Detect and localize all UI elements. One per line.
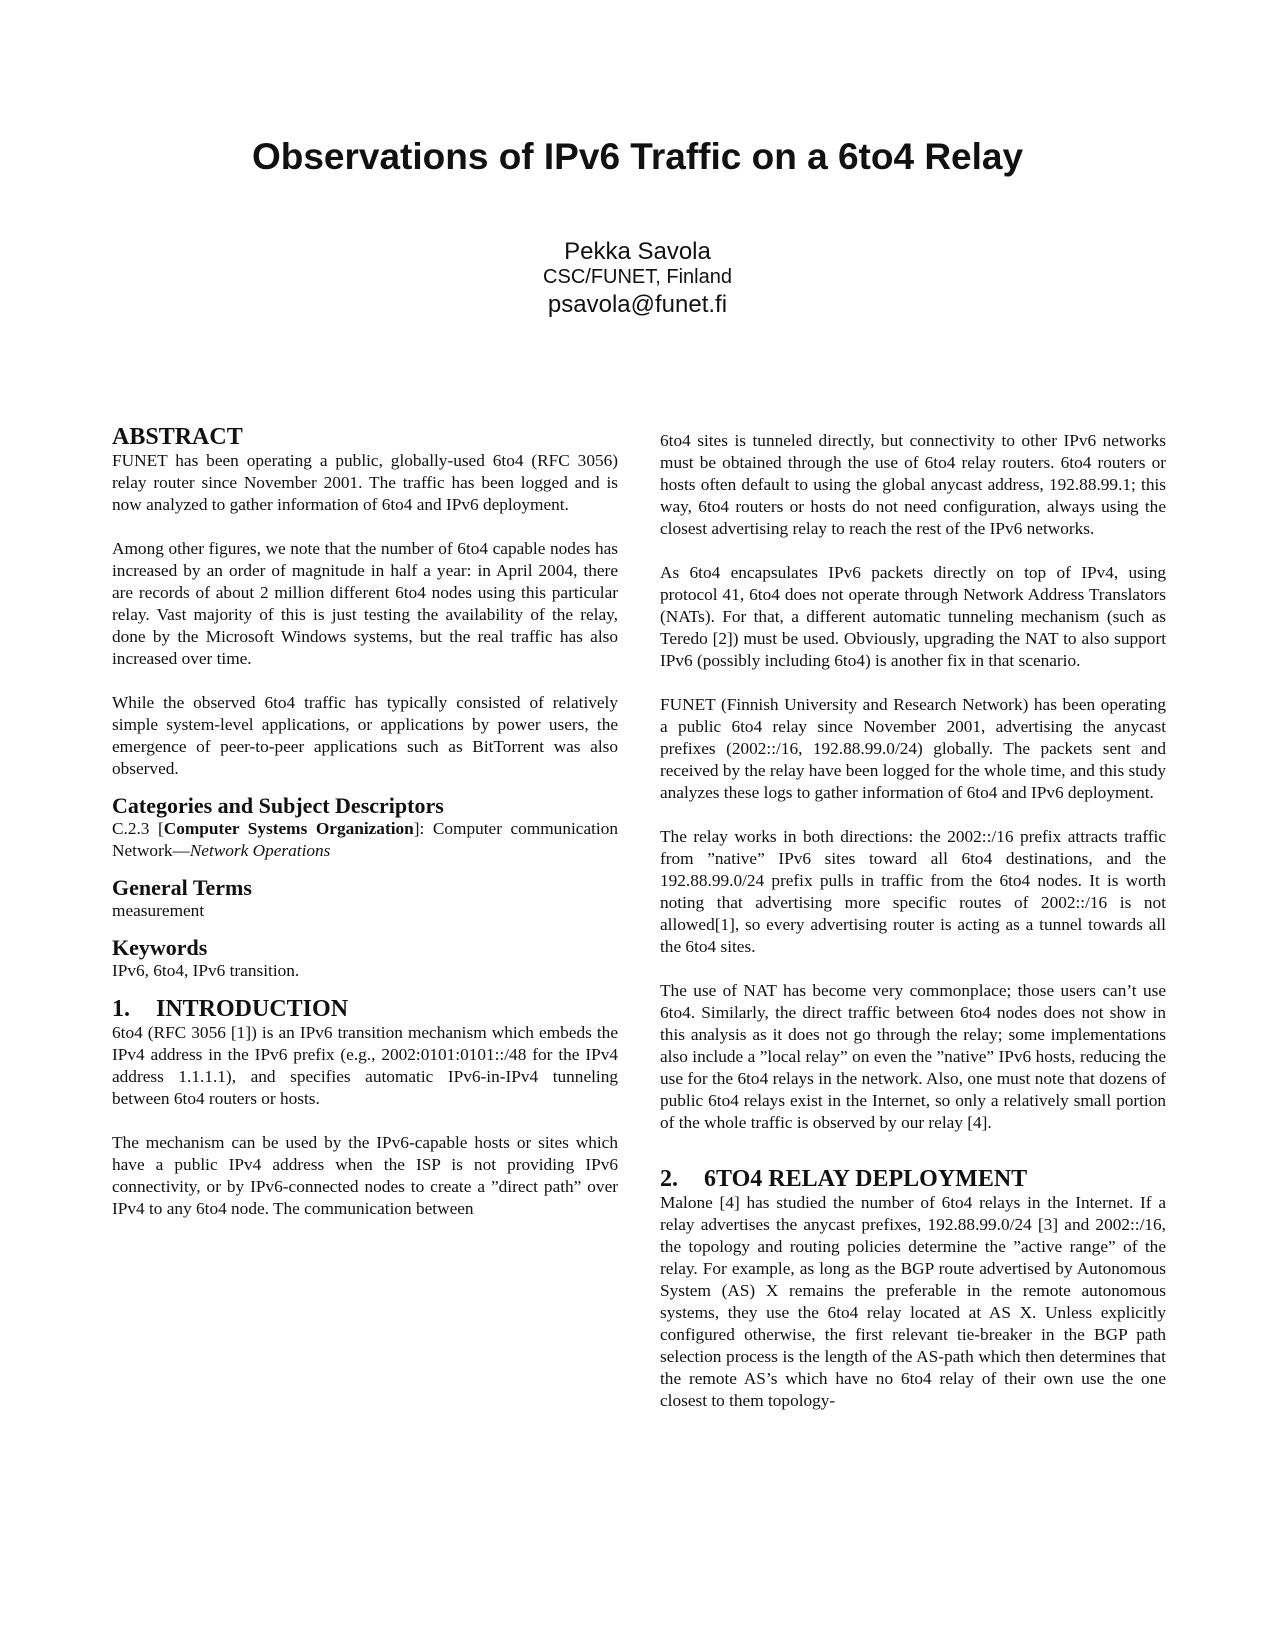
author-affiliation: CSC/FUNET, Finland [543,266,732,288]
abstract-heading: ABSTRACT [112,424,243,450]
general-terms-text: measurement [112,901,205,920]
categories-heading: Categories and Subject Descriptors [112,793,444,818]
section-heading-introduction [112,996,618,1022]
paper-title: Observations of IPv6 Traffic on a 6to4 Relay [251,136,1024,177]
categories-italic: Network Operations [189,841,331,860]
intro-paragraph: The use of NAT has become very commonplace; those users can’t use 6to4. Similarly, the direct traffic between 6to4 nodes does not show in this analysis as it does not go through the relay; some implementations also include a ”local relay” on even the ”native” IPv6 hosts, reducing the use for the 6to4 relays in the network. Also, one must note that dozens of public 6to4 relays exist in the Internet, so only a relatively small portion of the whole traffic is observed by our relay [4]. [660,981,1166,1132]
section-heading-relay-deployment [660,1166,1166,1192]
categories-text [112,818,618,862]
intro-paragraph: The mechanism can be used by the IPv6-capable hosts or sites which have a public IPv4 address when the ISP is not providing IPv6 connectivity, or by IPv6-connected nodes to create a ”direct path” over IPv4 to any 6to4 node. The communication between [112,1133,618,1218]
intro-paragraph: As 6to4 encapsulates IPv6 packets directly on top of IPv4, using protocol 41, 6to4 does not operate through Network Address Translators (NATs). For that, a different automatic tunneling mechanism (such as Teredo [2]) must be used. Obviously, upgrading the NAT to also support IPv6 (possibly including 6to4) is another fix in that scenario. [660,563,1166,670]
intro-paragraph: The relay works in both directions: the 2002::/16 prefix attracts traffic from ”native” IPv6 sites toward all 6to4 destinations, and the 192.88.99.0/24 prefix pulls in traffic from the 6to4 nodes. It is worth noting that advertising more specific routes of 2002::/16 is not allowed[1], so every advertising router is acting as a tunnel towards all the 6to4 sites. [660,827,1166,956]
section-number: 2. [660,1166,678,1192]
section-title: INTRODUCTION [156,996,349,1022]
section-number: 1. [112,996,130,1022]
abstract-paragraph: While the observed 6to4 traffic has typically consisted of relatively simple system-level applications, or applications by power users, the emergence of peer-to-peer applications such as BitTorrent was also observed. [112,693,618,778]
abstract-paragraph: FUNET has been operating a public, globally-used 6to4 (RFC 3056) relay router since November 2001. The traffic has been logged and is now analyzed to gather information of 6to4 and IPv6 deployment. [112,451,618,514]
categories-mid: ]: Computer communication Network— [112,819,618,860]
general-terms-heading: General Terms [112,875,252,900]
keywords-text: IPv6, 6to4, IPv6 transition. [112,961,300,980]
categories-code: C.2.3 [ [112,819,164,838]
author-email: psavola@funet.fi [547,291,728,318]
intro-paragraph: 6to4 sites is tunneled directly, but connectivity to other IPv6 networks must be obtained through the use of 6to4 relay routers. 6to4 routers or hosts often default to using the global anycast address, 192.88.99.1; this way, 6to4 routers or hosts do not need configuration, always using the closest advertising relay to reach the rest of the IPv6 networks. [660,431,1166,538]
intro-paragraph: 6to4 (RFC 3056 [1]) is an IPv6 transition mechanism which embeds the IPv4 address in the IPv6 prefix (e.g., 2002:0101:0101::/48 for the IPv4 address 1.1.1.1), and specifies automatic IPv6-in-IPv4 tunneling between 6to4 routers or hosts. [112,1023,618,1108]
section2-paragraph: Malone [4] has studied the number of 6to4 relays in the Internet. If a relay advertises the anycast prefixes, 192.88.99.0/24 [3] and 2002::/16, the topology and routing policies determine the ”active range” of the relay. For example, as long as the BGP route advertised by Autonomous System (AS) X remains the preferable in the remote autonomous systems, they use the 6to4 relay located at AS X. Unless explicitly configured otherwise, the first relevant tie-breaker in the BGP path selection process is the length of the AS-path which then determines that the remote AS’s which have no 6to4 relay of their own use the one closest to them topology- [660,1193,1166,1410]
abstract-paragraph: Among other figures, we note that the number of 6to4 capable nodes has increased by an order of magnitude in half a year: in April 2004, there are records of about 2 million different 6to4 nodes using this particular relay. Vast majority of this is just testing the availability of the relay, done by the Microsoft Windows systems, but the real traffic has also increased over time. [112,539,618,668]
intro-paragraph: FUNET (Finnish University and Research Network) has been operating a public 6to4 relay since November 2001, advertising the anycast prefixes (2002::/16, 192.88.99.0/24) globally. The packets sent and received by the relay have been logged for the whole time, and this study analyzes these logs to gather information of 6to4 and IPv6 deployment. [660,695,1166,802]
keywords-heading: Keywords [112,935,208,960]
left-column [112,424,618,1242]
author-name: Pekka Savola [564,238,711,265]
categories-bold: Computer Systems Organization [163,819,414,838]
right-column [660,430,1166,1434]
section-title: 6TO4 RELAY DEPLOYMENT [704,1166,1028,1192]
author-block [0,238,1275,322]
